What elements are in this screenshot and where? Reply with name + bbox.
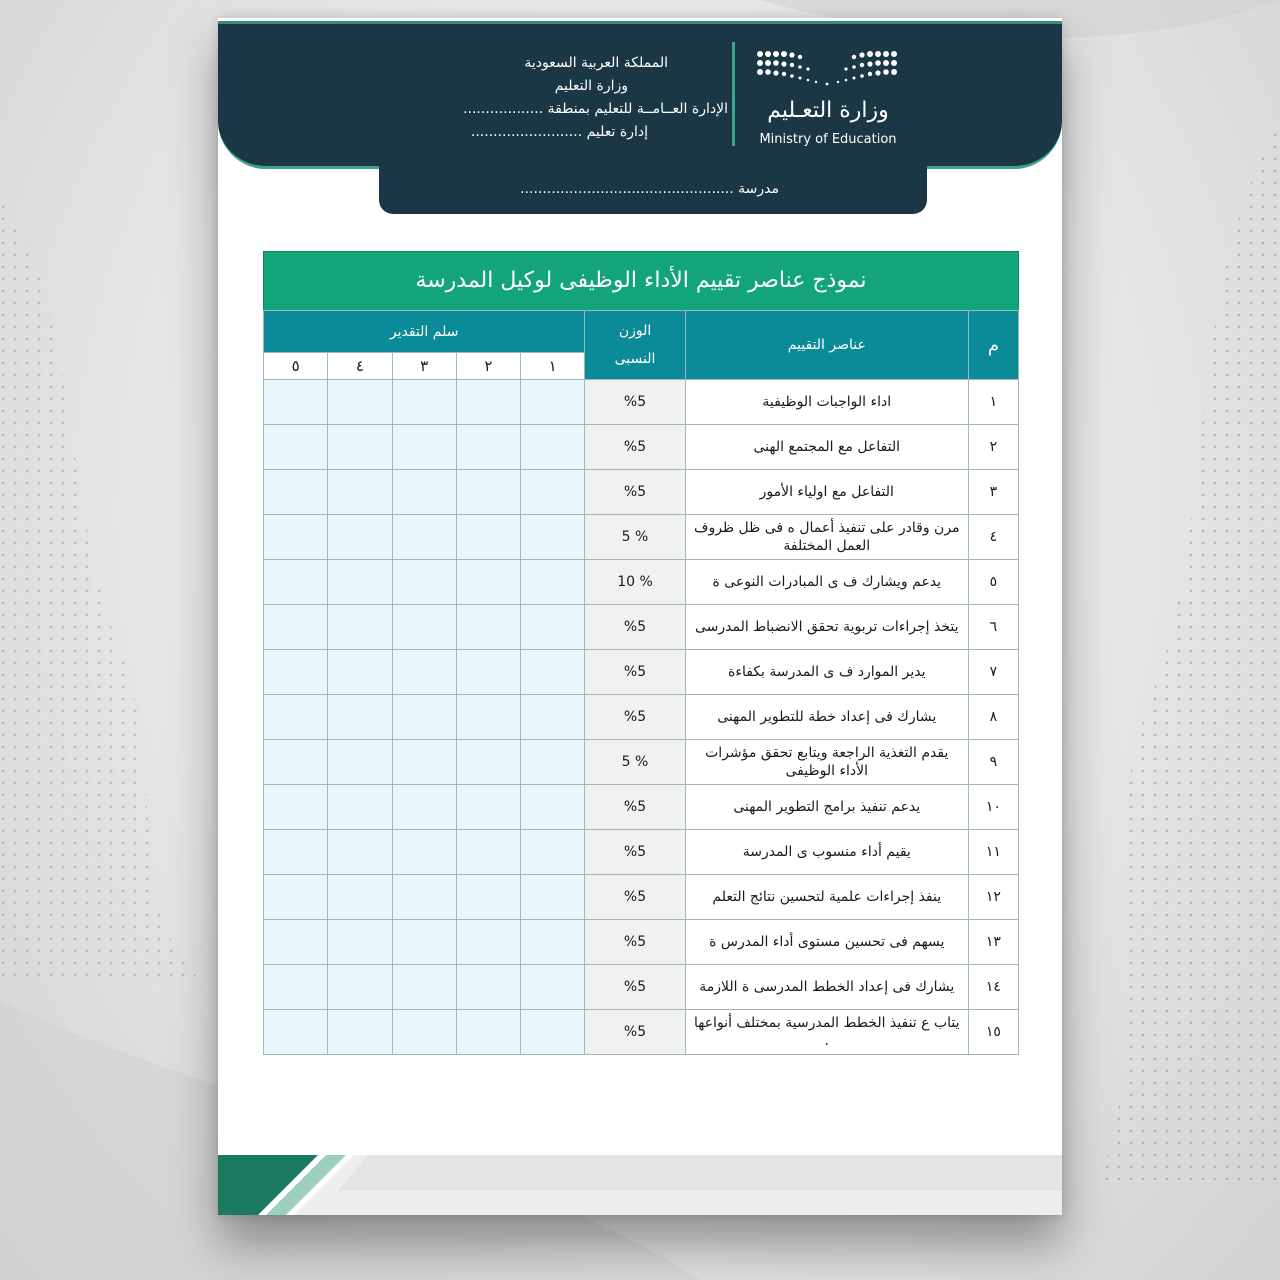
evaluation-table bbox=[263, 310, 1019, 1055]
row-weight: %5 bbox=[585, 605, 685, 650]
score-cell-3[interactable] bbox=[392, 515, 456, 560]
row-element-text: يشارك فى إعداد الخطط المدرسى ة اللازمة bbox=[699, 979, 955, 995]
row-element bbox=[685, 965, 968, 1010]
scale-value-1: ١ bbox=[521, 353, 585, 380]
table-row bbox=[264, 785, 1019, 830]
table-row bbox=[264, 830, 1019, 875]
score-cell-3[interactable] bbox=[392, 785, 456, 830]
score-cell-3[interactable] bbox=[392, 605, 456, 650]
score-cell-2[interactable] bbox=[456, 920, 520, 965]
score-cell-3[interactable] bbox=[392, 425, 456, 470]
row-element-text: يدير الموارد ف ى المدرسة بكفاءة bbox=[728, 664, 926, 680]
row-weight: % 5 bbox=[585, 740, 685, 785]
table-row bbox=[264, 560, 1019, 605]
score-cell-3[interactable] bbox=[392, 830, 456, 875]
score-cell-1[interactable] bbox=[521, 380, 585, 425]
score-cell-2[interactable] bbox=[456, 1010, 520, 1055]
score-cell-4[interactable] bbox=[328, 560, 392, 605]
score-cell-4[interactable] bbox=[328, 425, 392, 470]
score-cell-1[interactable] bbox=[521, 605, 585, 650]
row-element bbox=[685, 515, 968, 560]
score-cell-4[interactable] bbox=[328, 965, 392, 1010]
score-cell-5[interactable] bbox=[264, 785, 328, 830]
evaluation-rows bbox=[264, 380, 1019, 1055]
score-cell-4[interactable] bbox=[328, 740, 392, 785]
row-index: ٩ bbox=[968, 740, 1018, 785]
score-cell-1[interactable] bbox=[521, 425, 585, 470]
row-weight: %5 bbox=[585, 965, 685, 1010]
row-element-text: التفاعل مع اولياء الأمور bbox=[759, 484, 894, 500]
scale-value-5: ٥ bbox=[264, 353, 328, 380]
table-row bbox=[264, 605, 1019, 650]
score-cell-4[interactable] bbox=[328, 920, 392, 965]
row-element bbox=[685, 425, 968, 470]
table-row bbox=[264, 875, 1019, 920]
score-cell-2[interactable] bbox=[456, 515, 520, 560]
kingdom-name: المملكة العربية السعودية bbox=[524, 55, 668, 71]
row-weight: %5 bbox=[585, 1010, 685, 1055]
row-element-text: يتاب ع تنفيذ الخطط المدرسية بمختلف أنواعها . bbox=[693, 1015, 960, 1049]
header-info bbox=[368, 52, 728, 144]
score-cell-4[interactable] bbox=[328, 695, 392, 740]
row-index: ٨ bbox=[968, 695, 1018, 740]
row-element bbox=[685, 470, 968, 515]
scale-value-4: ٤ bbox=[328, 353, 392, 380]
score-cell-4[interactable] bbox=[328, 875, 392, 920]
table-row bbox=[264, 470, 1019, 515]
row-index: ٢ bbox=[968, 425, 1018, 470]
score-cell-4[interactable] bbox=[328, 785, 392, 830]
score-cell-2[interactable] bbox=[456, 740, 520, 785]
row-index: ١٢ bbox=[968, 875, 1018, 920]
table-row bbox=[264, 1010, 1019, 1055]
scale-value-3: ٣ bbox=[392, 353, 456, 380]
row-weight: % 10 bbox=[585, 560, 685, 605]
score-cell-3[interactable] bbox=[392, 560, 456, 605]
row-element-text: يسهم فى تحسين مستوى أداء المدرس ة bbox=[709, 934, 945, 950]
row-element bbox=[685, 830, 968, 875]
row-weight: %5 bbox=[585, 785, 685, 830]
score-cell-4[interactable] bbox=[328, 605, 392, 650]
score-cell-1[interactable] bbox=[521, 830, 585, 875]
row-element bbox=[685, 650, 968, 695]
row-weight: %5 bbox=[585, 650, 685, 695]
logo-arabic-text: وزارة التعـليم bbox=[767, 98, 889, 123]
row-index: ١٣ bbox=[968, 920, 1018, 965]
table-row bbox=[264, 965, 1019, 1010]
row-weight: %5 bbox=[585, 470, 685, 515]
score-cell-5[interactable] bbox=[264, 740, 328, 785]
row-element-text: ينفذ إجراءات علمية لتحسين نتائج التعلم bbox=[712, 889, 942, 905]
row-element bbox=[685, 380, 968, 425]
row-element-text: مرن وقادر على تنفيذ أعمال ه فى ظل ظروف العمل المختلفة bbox=[693, 520, 960, 554]
score-cell-3[interactable] bbox=[392, 875, 456, 920]
general-administration: الإدارة العــامــة للتعليم بمنطقة .................. bbox=[463, 101, 728, 117]
score-cell-3[interactable] bbox=[392, 920, 456, 965]
row-element bbox=[685, 605, 968, 650]
row-element bbox=[685, 1010, 968, 1055]
score-cell-1[interactable] bbox=[521, 785, 585, 830]
score-cell-1[interactable] bbox=[521, 695, 585, 740]
row-element bbox=[685, 740, 968, 785]
score-cell-3[interactable] bbox=[392, 470, 456, 515]
score-cell-5[interactable] bbox=[264, 650, 328, 695]
table-row bbox=[264, 920, 1019, 965]
table-row bbox=[264, 695, 1019, 740]
score-cell-1[interactable] bbox=[521, 515, 585, 560]
row-weight: % 5 bbox=[585, 515, 685, 560]
score-cell-2[interactable] bbox=[456, 695, 520, 740]
row-index: ٧ bbox=[968, 650, 1018, 695]
score-cell-5[interactable] bbox=[264, 605, 328, 650]
score-cell-5[interactable] bbox=[264, 515, 328, 560]
table-row bbox=[264, 740, 1019, 785]
score-cell-3[interactable] bbox=[392, 695, 456, 740]
row-index: ١٤ bbox=[968, 965, 1018, 1010]
row-index: ٦ bbox=[968, 605, 1018, 650]
column-header-index: م bbox=[968, 311, 1018, 380]
score-cell-3[interactable] bbox=[392, 965, 456, 1010]
row-weight: %5 bbox=[585, 380, 685, 425]
row-element-text: يقدم التغذية الراجعة ويتابع تحقق مؤشرات الأداء الوظيفى bbox=[705, 745, 949, 779]
row-index: ١١ bbox=[968, 830, 1018, 875]
score-cell-2[interactable] bbox=[456, 605, 520, 650]
score-cell-2[interactable] bbox=[456, 425, 520, 470]
row-element bbox=[685, 560, 968, 605]
row-weight: %5 bbox=[585, 875, 685, 920]
education-office: إدارة تعليم ......................... bbox=[470, 124, 648, 140]
score-cell-1[interactable] bbox=[521, 965, 585, 1010]
score-cell-5[interactable] bbox=[264, 920, 328, 965]
score-cell-5[interactable] bbox=[264, 425, 328, 470]
row-element-text: التفاعل مع المجتمع الهنى bbox=[753, 439, 901, 455]
score-cell-4[interactable] bbox=[328, 470, 392, 515]
row-weight: %5 bbox=[585, 830, 685, 875]
row-element-text: اداء الواجبات الوظيفية bbox=[762, 394, 892, 410]
row-index: ١٥ bbox=[968, 1010, 1018, 1055]
row-element-text: يقيم أداء منسوب ى المدرسة bbox=[742, 844, 911, 860]
row-element-text: يتخذ إجراءات تربوية تحقق الانضباط المدرسى bbox=[695, 619, 959, 635]
row-weight: %5 bbox=[585, 695, 685, 740]
score-cell-2[interactable] bbox=[456, 380, 520, 425]
score-cell-2[interactable] bbox=[456, 650, 520, 695]
table-row bbox=[264, 425, 1019, 470]
row-element bbox=[685, 920, 968, 965]
row-index: ١ bbox=[968, 380, 1018, 425]
document-page bbox=[218, 18, 1062, 1215]
score-cell-3[interactable] bbox=[392, 650, 456, 695]
score-cell-2[interactable] bbox=[456, 785, 520, 830]
score-cell-1[interactable] bbox=[521, 920, 585, 965]
row-index: ٥ bbox=[968, 560, 1018, 605]
logo-english-text: Ministry of Education bbox=[759, 132, 897, 147]
school-bar bbox=[379, 164, 927, 214]
row-index: ١٠ bbox=[968, 785, 1018, 830]
logo-divider bbox=[732, 42, 735, 146]
weight-header-text: الوزن النسبى bbox=[614, 323, 656, 367]
form-title: نموذج عناصر تقييم الأداء الوظيفى لوكيل المدرسة bbox=[263, 251, 1019, 311]
column-header-scale: سلم التقدير bbox=[264, 311, 585, 353]
row-element-text: يدعم تنفيذ برامج التطوير المهنى bbox=[733, 799, 921, 815]
row-element-text: يشارك فى إعداد خطة للتطوير المهنى bbox=[717, 709, 937, 725]
score-cell-1[interactable] bbox=[521, 1010, 585, 1055]
score-cell-4[interactable] bbox=[328, 515, 392, 560]
row-weight: %5 bbox=[585, 425, 685, 470]
scale-value-2: ٢ bbox=[456, 353, 520, 380]
row-element bbox=[685, 875, 968, 920]
score-cell-1[interactable] bbox=[521, 470, 585, 515]
school-name-field[interactable]: مدرسة ................................................ bbox=[520, 181, 779, 197]
column-header-element: عناصر التقييم bbox=[685, 311, 968, 380]
score-cell-5[interactable] bbox=[264, 830, 328, 875]
table-row bbox=[264, 650, 1019, 695]
score-cell-1[interactable] bbox=[521, 650, 585, 695]
score-cell-5[interactable] bbox=[264, 695, 328, 740]
document-header bbox=[218, 21, 1062, 169]
row-element-text: يدعم ويشارك ف ى المبادرات النوعى ة bbox=[712, 574, 942, 590]
score-cell-5[interactable] bbox=[264, 875, 328, 920]
score-cell-1[interactable] bbox=[521, 875, 585, 920]
score-cell-5[interactable] bbox=[264, 965, 328, 1010]
score-cell-2[interactable] bbox=[456, 875, 520, 920]
score-cell-3[interactable] bbox=[392, 740, 456, 785]
ministry-logo-icon bbox=[752, 46, 902, 96]
score-cell-5[interactable] bbox=[264, 380, 328, 425]
score-cell-2[interactable] bbox=[456, 470, 520, 515]
row-element bbox=[685, 695, 968, 740]
footer-stripes bbox=[218, 1155, 1062, 1215]
score-cell-4[interactable] bbox=[328, 830, 392, 875]
score-cell-3[interactable] bbox=[392, 380, 456, 425]
row-weight: %5 bbox=[585, 920, 685, 965]
score-cell-4[interactable] bbox=[328, 380, 392, 425]
table-row bbox=[264, 515, 1019, 560]
column-header-weight bbox=[585, 311, 685, 380]
row-index: ٤ bbox=[968, 515, 1018, 560]
score-cell-2[interactable] bbox=[456, 830, 520, 875]
score-cell-2[interactable] bbox=[456, 560, 520, 605]
score-cell-5[interactable] bbox=[264, 1010, 328, 1055]
score-cell-5[interactable] bbox=[264, 560, 328, 605]
score-cell-3[interactable] bbox=[392, 1010, 456, 1055]
score-cell-4[interactable] bbox=[328, 1010, 392, 1055]
score-cell-5[interactable] bbox=[264, 470, 328, 515]
row-element bbox=[685, 785, 968, 830]
score-cell-1[interactable] bbox=[521, 560, 585, 605]
ministry-name: وزارة التعليم bbox=[554, 78, 628, 94]
score-cell-4[interactable] bbox=[328, 650, 392, 695]
row-index: ٣ bbox=[968, 470, 1018, 515]
table-row bbox=[264, 380, 1019, 425]
score-cell-2[interactable] bbox=[456, 965, 520, 1010]
score-cell-1[interactable] bbox=[521, 740, 585, 785]
